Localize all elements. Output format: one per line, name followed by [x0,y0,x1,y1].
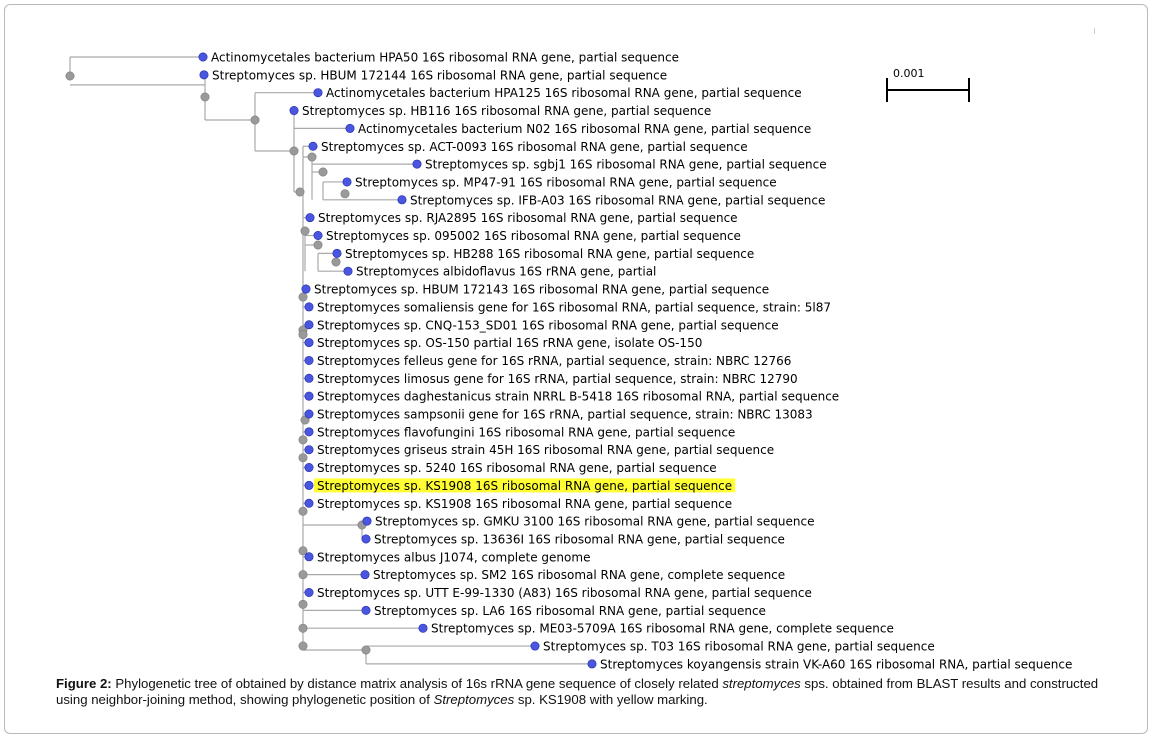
taxon-26 [363,515,815,529]
taxon-34 [588,657,1073,671]
internal-node-6 [319,168,327,176]
internal-node-15 [299,436,307,444]
leaf-node-dot [314,89,322,97]
leaf-node-dot [346,124,354,132]
caption-text-1: Phylogenetic tree of obtained by distance matrix analysis of 16s rRNA gene sequence of closely related [111,676,723,691]
internal-node-1 [201,93,209,101]
taxon-21 [305,425,736,439]
leaf-node-dot [588,660,596,668]
leaf-node-dot [362,606,370,614]
caption-italic-2: Streptomyces [433,692,515,707]
taxon-label: Streptomyces sp. HB116 16S ribosomal RNA gene, partial sequence [302,104,712,119]
taxon-label: Streptomyces griseus strain 45H 16S ribosomal RNA gene, partial sequence [317,443,775,458]
taxon-10 [314,229,741,243]
leaf-node-dot [305,428,313,436]
taxon-0 [199,51,679,65]
taxon-25 [305,497,732,511]
taxon-label: Streptomyces sp. CNQ-153_SD01 16S ribosomal RNA gene, partial sequence [317,318,779,333]
taxon-30 [305,586,812,600]
taxon-label: Streptomyces albidoflavus 16S rRNA gene, partial [356,264,657,279]
caption-italic-1: streptomyces [722,676,801,691]
taxon-31 [362,604,766,618]
leaf-node-dot [290,106,298,114]
internal-node-4 [296,188,304,196]
taxon-label: Actinomycetales bacterium N02 16S ribosomal RNA gene, partial sequence [358,121,812,136]
taxon-23 [305,461,717,475]
leaf-node-dot [305,410,313,418]
leaf-node-dot [343,178,351,186]
taxon-4 [346,122,811,136]
taxon-1 [200,68,667,82]
internal-node-8 [301,227,309,235]
internal-node-7 [341,190,349,198]
scale-bar [887,67,969,102]
internal-node-3 [290,147,298,155]
taxon-label: Streptomyces sp. HBUM 172143 16S ribosomal RNA gene, partial sequence [314,282,770,297]
leaf-node-dot [305,356,313,364]
taxon-29 [361,568,785,582]
scale-bar-label: 0.001 [893,67,925,80]
leaf-node-dot [305,446,313,454]
taxon-label-highlighted: Streptomyces sp. KS1908 16S ribosomal RNA gene, partial sequence [317,478,733,493]
leaf-node-dot [305,321,313,329]
taxon-17 [305,354,792,368]
taxon-14 [305,300,831,314]
taxon-label: Streptomyces sp. GMKU 3100 16S ribosomal RNA gene, partial sequence [375,514,815,529]
taxon-6 [413,158,827,172]
taxon-label: Streptomyces somaliensis gene for 16S ribosomal RNA, partial sequence, strain: 5l87 [317,300,831,315]
taxon-8 [398,193,826,207]
internal-node-9 [314,241,322,249]
taxon-11 [333,247,754,261]
taxon-label: Streptomyces sp. T03 16S ribosomal RNA gene, partial sequence [543,639,935,654]
leaf-node-dot [362,535,370,543]
leaf-node-dot [305,463,313,471]
leaf-node-dot [333,249,341,257]
leaf-node-dot [398,196,406,204]
taxon-22 [305,443,774,457]
leaf-node-dot [305,499,313,507]
internal-node-13 [299,293,307,301]
taxon-20 [305,408,813,422]
taxon-32 [419,622,894,636]
taxon-33 [531,640,935,654]
internal-node-22 [299,624,307,632]
internal-node-2 [251,116,259,124]
internal-node-0 [66,72,74,80]
taxon-9 [306,211,738,225]
leaf-node-dot [531,642,539,650]
taxon-16 [305,336,703,350]
taxon-label: Streptomyces limosus gene for 16S rRNA, partial sequence, strain: NBRC 12790 [317,371,798,386]
taxon-label: Streptomyces sp. OS-150 partial 16S rRNA gene, isolate OS-150 [317,336,703,351]
taxon-label: Streptomyces sp. SM2 16S ribosomal RNA gene, complete sequence [373,568,786,583]
leaf-node-dot [199,53,207,61]
internal-node-24 [299,642,307,650]
internal-node-5 [308,153,316,161]
leaf-node-dot [413,160,421,168]
caption-text-2: sps. obtained from BLAST results and constructed using neighbor-joining method, showing phylogenetic position of [56,676,1099,707]
taxon-24 [305,479,732,493]
internal-node-20 [299,570,307,578]
taxon-label: Streptomyces sp. IFB-A03 16S ribosomal RNA gene, partial sequence [410,193,826,208]
leaf-node-dot [314,231,322,239]
taxon-18 [305,372,798,386]
leaf-node-dot [305,588,313,596]
taxon-label: Actinomycetales bacterium HPA125 16S ribosomal RNA gene, partial sequence [326,86,802,101]
leaf-node-dot [344,267,352,275]
taxon-13 [302,283,769,297]
internal-node-10 [332,258,340,266]
taxon-label: Actinomycetales bacterium HPA50 16S ribosomal RNA gene, partial sequence [211,50,679,65]
taxon-label: Streptomyces sp. LA6 16S ribosomal RNA gene, partial sequence [374,603,766,618]
taxon-15 [305,318,779,332]
taxon-label: Streptomyces sampsonii gene for 16S rRNA, partial sequence, strain: NBRC 13083 [317,407,813,422]
taxon-27 [362,532,785,546]
leaf-node-dot [305,338,313,346]
leaf-node-dot [309,142,317,150]
figure-caption [56,676,1101,708]
taxon-label: Streptomyces sp. 5240 16S ribosomal RNA gene, partial sequence [317,461,717,476]
taxon-2 [314,86,802,100]
taxon-label: Streptomyces sp. sgbj1 16S ribosomal RNA gene, partial sequence [425,157,827,172]
internal-node-17 [299,507,307,515]
internal-node-16 [299,454,307,462]
leaf-layer [199,51,1073,672]
leaf-node-dot [305,374,313,382]
taxon-label: Streptomyces sp. ME03-5709A 16S ribosomal RNA gene, complete sequence [431,621,894,636]
leaf-node-dot [361,570,369,578]
taxon-label: Streptomyces felleus gene for 16S rRNA, partial sequence, strain: NBRC 12766 [317,353,792,368]
leaf-node-dot [305,553,313,561]
taxon-12 [344,265,657,279]
leaf-node-dot [419,624,427,632]
leaf-node-dot [302,285,310,293]
internal-node-23 [362,646,370,654]
figure-label: Figure 2: [56,676,112,691]
taxon-label: Streptomyces flavofungini 16S ribosomal RNA gene, partial sequence [317,425,736,440]
leaf-node-dot [305,392,313,400]
taxon-label: Streptomyces sp. ACT-0093 16S ribosomal RNA gene, partial sequence [321,139,748,154]
taxon-label: Streptomyces albus J1074, complete genome [317,550,591,565]
taxon-label: Streptomyces sp. HBUM 172144 16S ribosomal RNA gene, partial sequence [212,68,668,83]
internal-node-21 [299,600,307,608]
taxon-5 [309,140,748,154]
leaf-node-dot [306,213,314,221]
leaf-node-dot [305,303,313,311]
taxon-19 [305,390,839,404]
taxon-3 [290,104,711,118]
taxon-label: Streptomyces sp. 095002 16S ribosomal RNA gene, partial sequence [326,229,741,243]
taxon-label: Streptomyces sp. 13636I 16S ribosomal RNA gene, partial sequence [374,532,785,547]
taxon-label: Streptomyces sp. KS1908 16S ribosomal RNA gene, partial sequence [317,496,733,511]
internal-node-14 [299,330,307,338]
taxon-label: Streptomyces sp. RJA2895 16S ribosomal RNA gene, partial sequence [318,211,738,226]
taxon-label: Streptomyces sp. MP47-91 16S ribosomal RNA gene, partial sequence [355,175,777,190]
leaf-node-dot [200,71,208,79]
taxon-7 [343,175,777,189]
taxon-28 [305,550,591,564]
leaf-node-dot [363,517,371,525]
taxon-label: Streptomyces daghestanicus strain NRRL B-5418 16S ribosomal RNA, partial sequence [317,389,840,404]
caption-text-3: sp. KS1908 with yellow marking. [514,692,708,707]
leaf-node-dot [305,481,313,489]
taxon-label: Streptomyces sp. UTT E-99-1330 (A83) 16S ribosomal RNA gene, partial sequence [317,586,812,600]
taxon-label: Streptomyces koyangensis strain VK-A60 16S ribosomal RNA, partial sequence [600,657,1073,672]
taxon-label: Streptomyces sp. HB288 16S ribosomal RNA gene, partial sequence [345,246,755,261]
